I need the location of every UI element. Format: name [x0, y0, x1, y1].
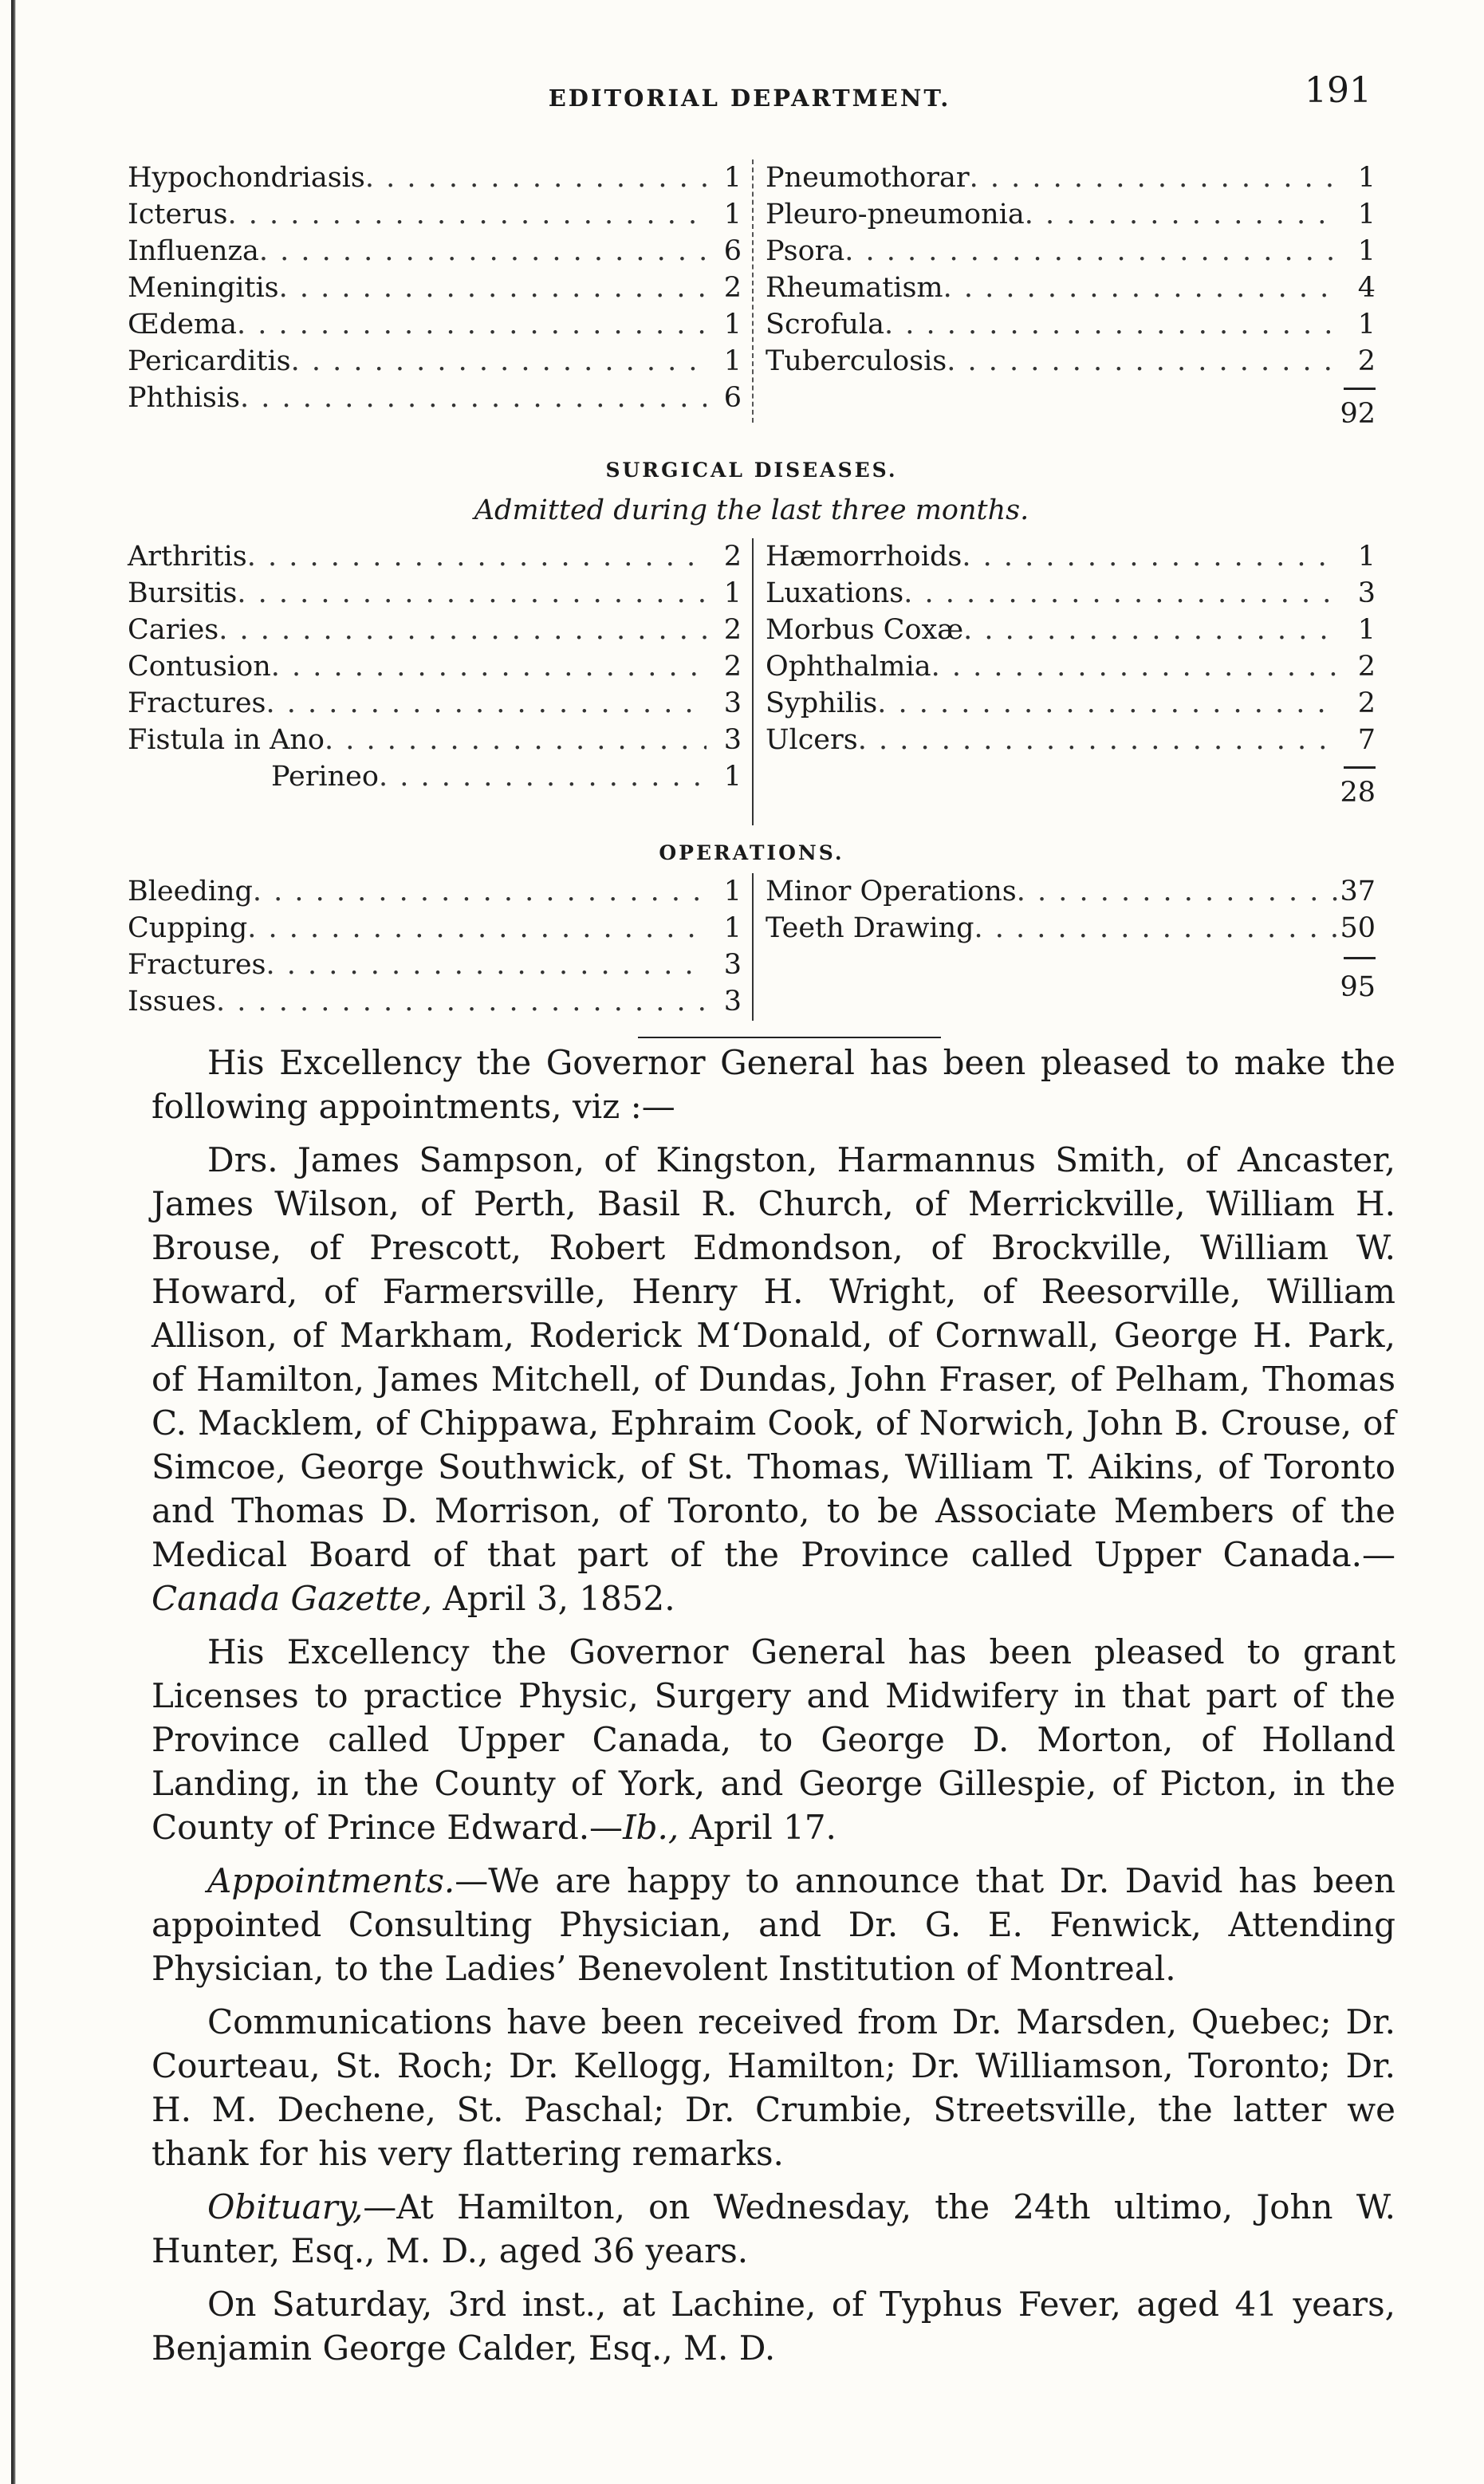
table-row: Rheumatism . . . 4: [766, 270, 1376, 306]
section-divider: [638, 1037, 941, 1038]
table-row: Fistula in Ano . . . 3: [128, 722, 742, 758]
medical-right-column: [766, 159, 1376, 430]
medical-diseases-table: [128, 159, 1376, 430]
table-row: Syphilis . . . 2: [766, 685, 1376, 722]
table-row: Caries . . . 2: [128, 612, 742, 648]
table-row: Fractures . . . 3: [128, 685, 742, 722]
table-row: Luxations . . . 3: [766, 575, 1376, 612]
page-binding-edge: [11, 0, 16, 2484]
table-row: Morbus Coxæ . . . 1: [766, 612, 1376, 648]
table-row: Cupping . . . 1: [128, 910, 742, 947]
table-row: Issues . . . 3: [128, 983, 742, 1020]
table-row: Ophthalmia . . . 2: [766, 648, 1376, 685]
table-row: Arthritis . . . 2: [128, 538, 742, 575]
table-row: Hypochondriasis . . . 1: [128, 159, 742, 196]
table-row: Ulcers . . . 7: [766, 722, 1376, 758]
page-number: 191: [1305, 70, 1372, 111]
table-row: Pericarditis . . . 1: [128, 343, 742, 380]
operations-right-column: [766, 873, 1376, 1003]
table-row: Bleeding . . . 1: [128, 873, 742, 910]
table-row: Perineo . . . 1: [128, 758, 742, 795]
table-row: Psora . . . 1: [766, 233, 1376, 270]
running-title: EDITORIAL DEPARTMENT.: [548, 85, 951, 112]
total-rule: [1344, 766, 1376, 769]
surgical-right-column: [766, 538, 1376, 809]
table-row: Scrofula . . . 1: [766, 306, 1376, 343]
column-divider: [752, 538, 754, 825]
editorial-notices: [152, 1041, 1395, 2380]
communications-paragraph: Communications have been received from Dr. Marsden, Quebec; Dr. Courteau, St. Roch; Dr. Kellogg, Hamilton; Dr. Williamson, Toronto; Dr. H. M. Dechene, St. Paschal; Dr. Crumbie, Streetsville, the latter we thank for his very flattering remarks.: [152, 2002, 1395, 2173]
page-header: [128, 70, 1372, 118]
column-divider: [752, 873, 754, 1021]
table-row: Œdema . . . 1: [128, 306, 742, 343]
medical-left-column: [128, 159, 742, 416]
table-row: Bursitis . . . 1: [128, 575, 742, 612]
table-row: Icterus . . . 1: [128, 196, 742, 233]
table-row: Influenza . . . 6: [128, 233, 742, 270]
table-row: Meningitis . . . 2: [128, 270, 742, 306]
surgical-left-column: [128, 538, 742, 795]
table-row: Hæmorrhoids . . . 1: [766, 538, 1376, 575]
appointment-notice-intro: His Excellency the Governor General has been pleased to make the following appointments, viz :—: [152, 1043, 1395, 1126]
total-rule: [1344, 957, 1376, 959]
operations-table: [128, 873, 1376, 1025]
table-row: Tuberculosis . . . 2: [766, 343, 1376, 380]
surgical-total: 28: [1340, 777, 1376, 809]
table-row: Teeth Drawing . . . 50: [766, 910, 1376, 947]
operations-total: 95: [1340, 971, 1376, 1003]
table-row: Contusion . . . 2: [128, 648, 742, 685]
column-divider: [752, 159, 754, 423]
operations-heading: OPERATIONS.: [659, 841, 844, 864]
operations-left-column: [128, 873, 742, 1020]
medical-total: 92: [1340, 398, 1376, 430]
licenses-paragraph: His Excellency the Governor General has been pleased to grant Licenses to practice Physic, Surgery and Midwifery in that part of the Province called Upper Canada, to George D. Morton, of Holland Landing, in the County of York, and George Gillespie, of Picton, in the County of Prince Edward.—Ib., April 17.: [152, 1632, 1395, 1847]
total-rule: [1344, 388, 1376, 390]
table-row: Phthisis . . . 6: [128, 380, 742, 416]
obituary-second-paragraph: On Saturday, 3rd inst., at Lachine, of Typhus Fever, aged 41 years, Benjamin George Calder, Esq., M. D.: [152, 2285, 1395, 2368]
surgical-heading: SURGICAL DISEASES.: [605, 459, 898, 482]
table-row: Pneumothorar . . . 1: [766, 159, 1376, 196]
table-row: Minor Operations . . . 37: [766, 873, 1376, 910]
appointments-paragraph: Appointments.—We are happy to announce that Dr. David has been appointed Consulting Physician, and Dr. G. E. Fenwick, Attending Physician, to the Ladies’ Benevolent Institution of Montreal.: [152, 1861, 1395, 1988]
appointment-list-paragraph: Drs. James Sampson, of Kingston, Harmannus Smith, of Ancaster, James Wilson, of Perth, Basil R. Church, of Merrickville, William H. Brouse, of Prescott, Robert Edmondson, of Brockville, William W. Howard, of Farmersville, Henry H. Wright, of Reesorville, William Allison, of Markham, Roderick M‘Donald, of Cornwall, George H. Park, of Hamilton, James Mitchell, of Dundas, John Fraser, of Pelham, Thomas C. Macklem, of Chippawa, Ephraim Cook, of Norwich, John B. Crouse, of Simcoe, George Southwick, of St. Thomas, William T. Aikins, of Toronto and Thomas D. Morrison, of Toronto, to be Associate Members of the Medical Board of that part of the Province called Upper Canada.—Canada Gazette, April 3, 1852.: [152, 1140, 1395, 1618]
table-row: Fractures . . . 3: [128, 947, 742, 983]
obituary-paragraph: Obituary,—At Hamilton, on Wednesday, the 24th ultimo, John W. Hunter, Esq., M. D., aged 36 years.: [152, 2187, 1395, 2270]
table-row: Pleuro-pneumonia . . . 1: [766, 196, 1376, 233]
surgical-subheading: Admitted during the last three months.: [474, 494, 1029, 526]
surgical-diseases-table: [128, 538, 1376, 825]
